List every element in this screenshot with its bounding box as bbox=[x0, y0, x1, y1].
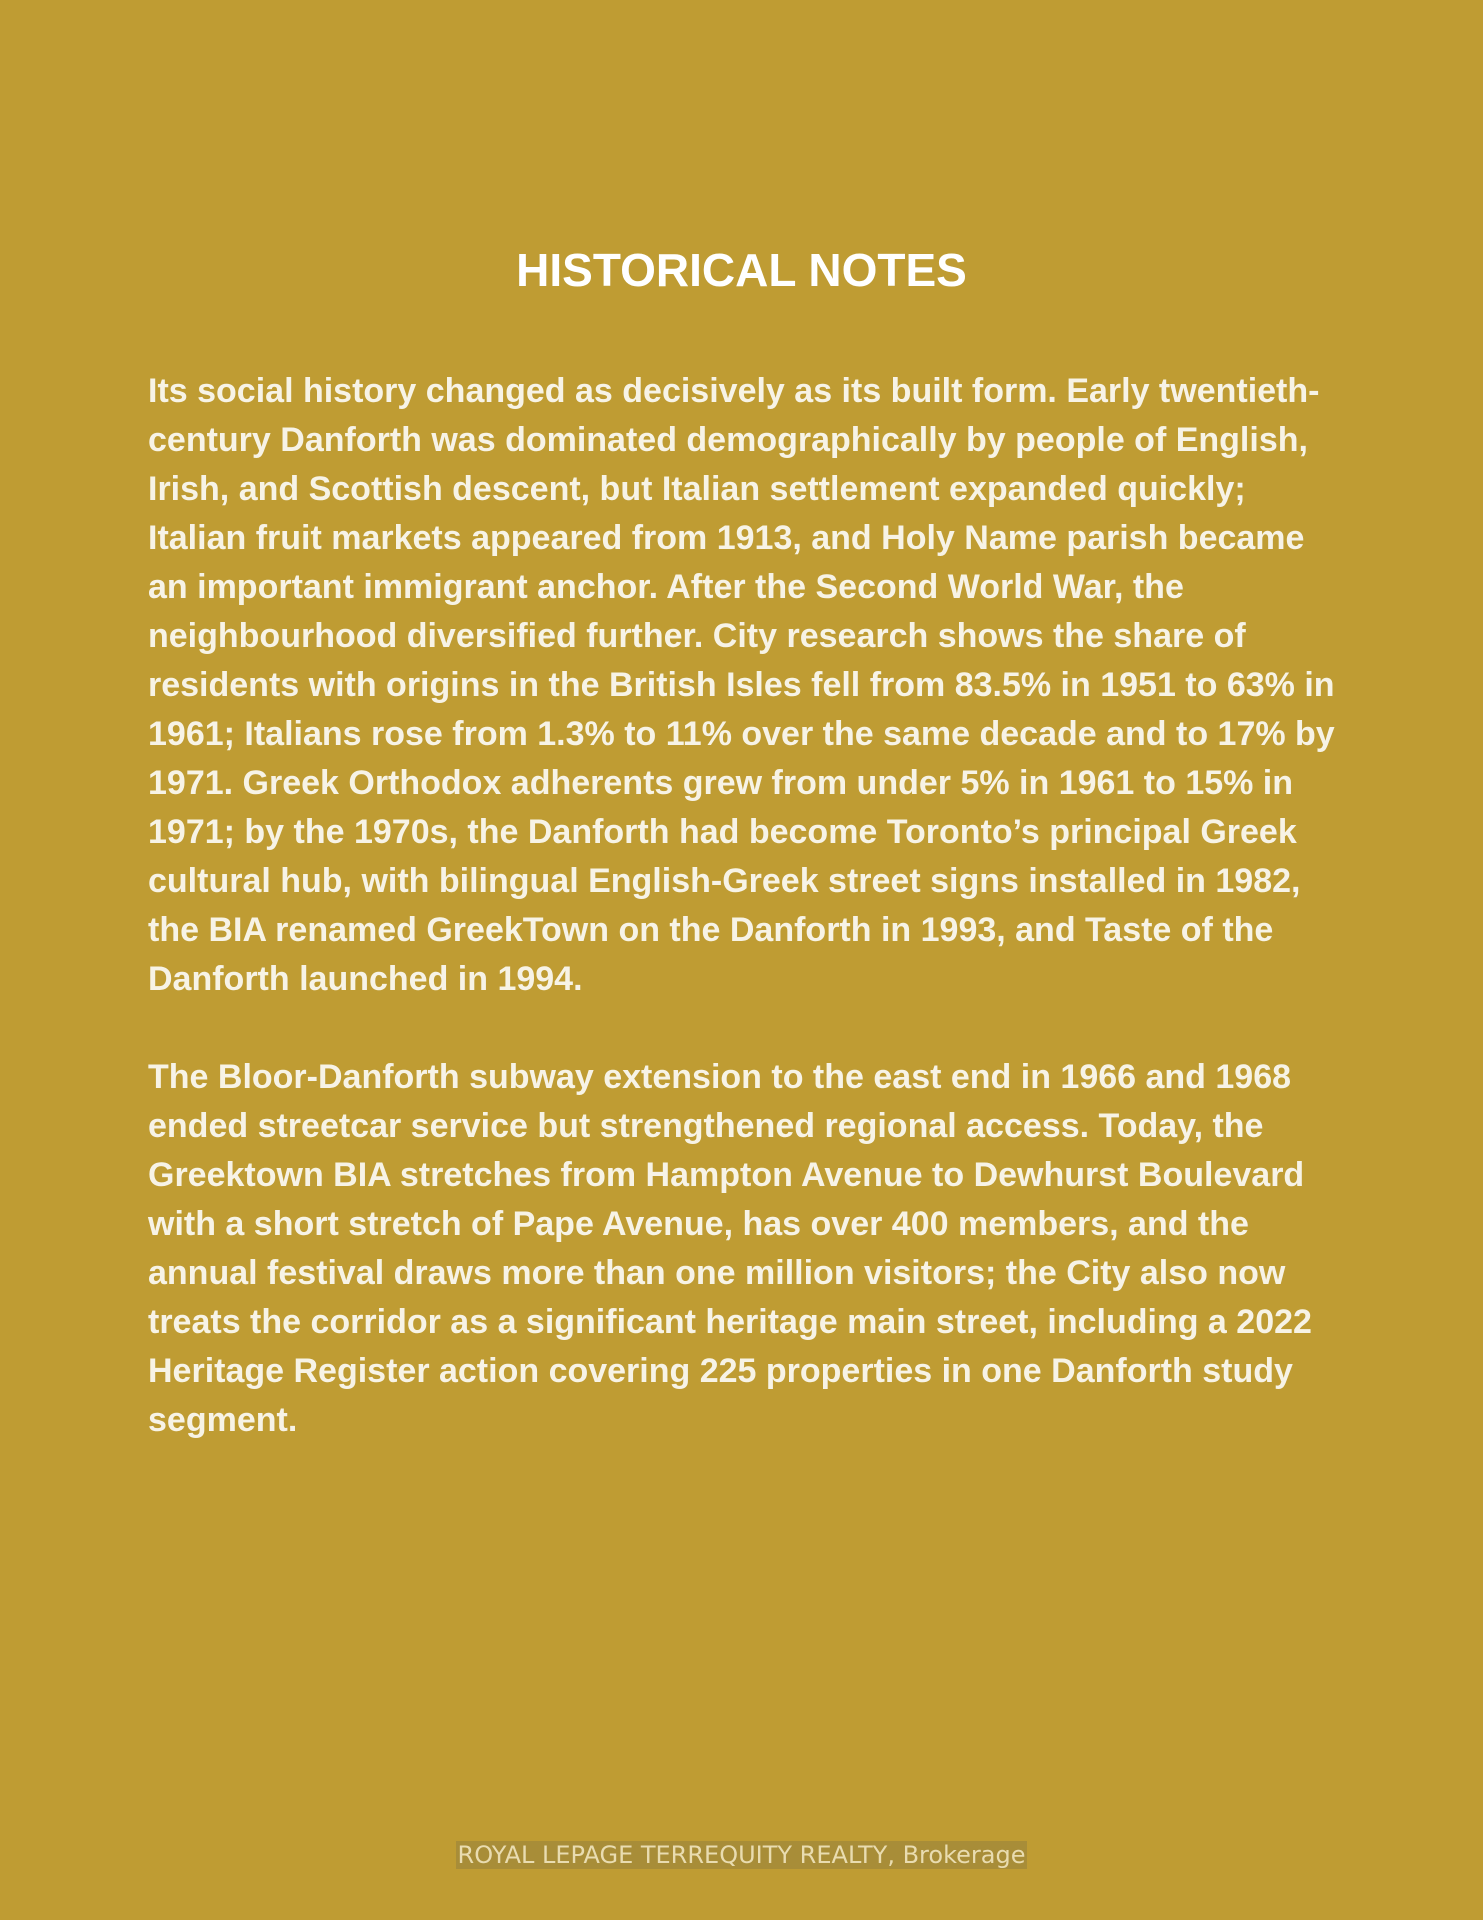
body-text bbox=[148, 367, 1348, 1494]
paragraph-subway-today: The Bloor-Danforth subway extension to the east end in 1966 and 1968 ended streetcar service but strengthened regional access. Today, the Greektown BIA stretches from Hampton Avenue to Dewhurst Boulevard with a short stretch of Pape Avenue, has over 400 members, and the annual festival draws more than one million visitors; the City also now treats the corridor as a significant heritage main street, including a 2022 Heritage Register action covering 225 properties in one Danforth study segment. bbox=[148, 1058, 1312, 1439]
brokerage-footer-text: ROYAL LEPAGE TERREQUITY REALTY, Brokerage bbox=[457, 1841, 1026, 1869]
page-title: HISTORICAL NOTES bbox=[516, 244, 967, 296]
footer bbox=[0, 1838, 1483, 1872]
paragraph-social-history: Its social history changed as decisively as its built form. Early twentieth-century Danforth was dominated demographically by people of English, Irish, and Scottish descent, but Italian settlement expanded quickly; Italian fruit markets appeared from 1913, and Holy Name parish became an important immigrant anchor. After the Second World War, the neighbourhood diversified further. City research shows the share of residents with origins in the British Isles fell from 83.5% in 1951 to 63% in 1961; Italians rose from 1.3% to 11% over the same decade and to 17% by 1971. Greek Orthodox adherents grew from under 5% in 1961 to 15% in 1971; by the 1970s, the Danforth had become Toronto’s principal Greek cultural hub, with bilingual English-Greek street signs installed in 1982, the BIA renamed GreekTown on the Danforth in 1993, and Taste of the Danforth launched in 1994. bbox=[148, 372, 1335, 998]
